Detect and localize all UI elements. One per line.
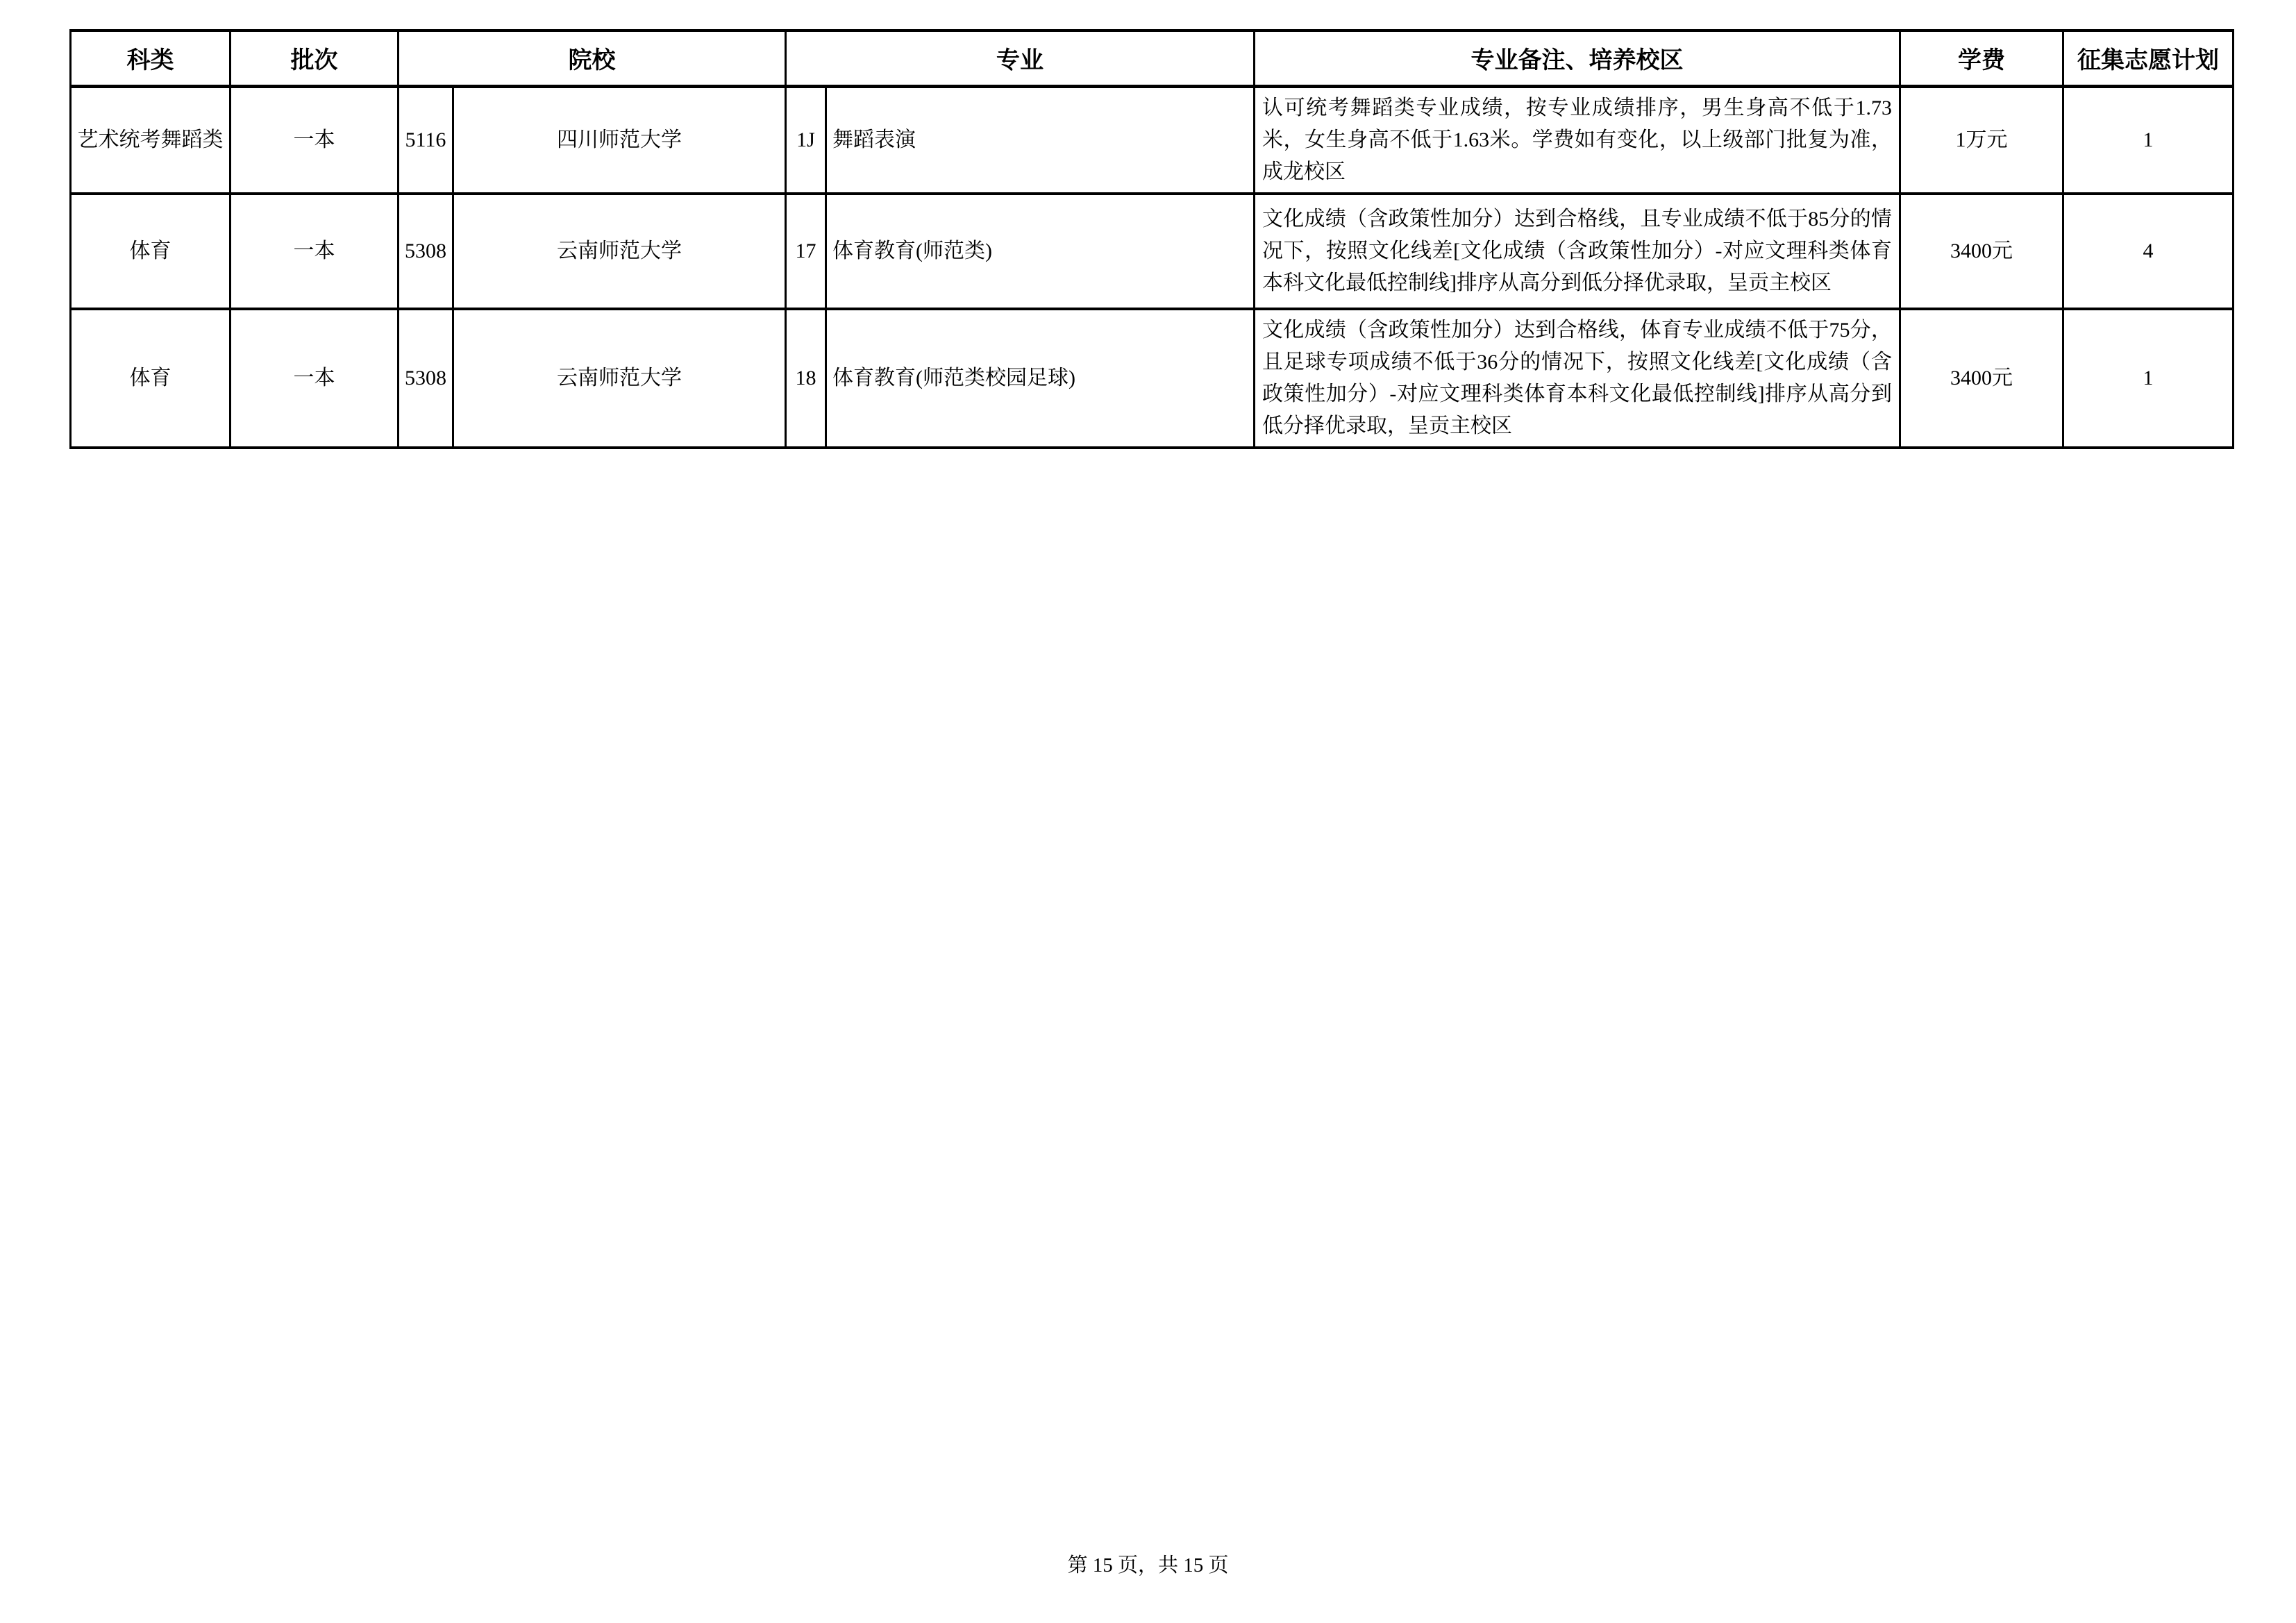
category-cell: 艺术统考舞蹈类	[71, 86, 231, 194]
table-row	[71, 194, 2234, 309]
college-code-cell: 5308	[399, 309, 453, 448]
col-header-tuition: 学费	[1900, 31, 2063, 86]
col-header-batch: 批次	[231, 31, 399, 86]
major-code-cell: 18	[786, 309, 826, 448]
page-indicator: 第 15 页，共 15 页	[1067, 1554, 1229, 1576]
college-name-cell: 云南师范大学	[453, 194, 786, 309]
batch-cell: 一本	[231, 194, 399, 309]
plan-count-cell: 4	[2063, 194, 2234, 309]
major-code-cell: 17	[786, 194, 826, 309]
college-name-cell: 四川师范大学	[453, 86, 786, 194]
notes-cell: 文化成绩（含政策性加分）达到合格线，且专业成绩不低于85分的情况下，按照文化线差[文化成绩（含政策性加分）-对应文理科类体育本科文化最低控制线]排序从高分到低分择优录取，呈贡主校区	[1255, 194, 1900, 309]
plan-count-cell: 1	[2063, 309, 2234, 448]
col-header-notes: 专业备注、培养校区	[1255, 31, 1900, 86]
college-name-cell: 云南师范大学	[453, 309, 786, 448]
admission-plan-table	[69, 29, 2234, 449]
page-footer	[0, 1549, 2296, 1578]
major-name-cell: 体育教育(师范类)	[826, 194, 1255, 309]
col-header-plan: 征集志愿计划	[2063, 31, 2234, 86]
major-code-cell: 1J	[786, 86, 826, 194]
batch-cell: 一本	[231, 86, 399, 194]
table-row	[71, 86, 2234, 194]
college-code-cell: 5308	[399, 194, 453, 309]
college-code-cell: 5116	[399, 86, 453, 194]
notes-cell: 文化成绩（含政策性加分）达到合格线，体育专业成绩不低于75分，且足球专项成绩不低于36分的情况下，按照文化线差[文化成绩（含政策性加分）-对应文理科类体育本科文化最低控制线]排序从高分到低分择优录取，呈贡主校区	[1255, 309, 1900, 448]
plan-count-cell: 1	[2063, 86, 2234, 194]
tuition-cell: 3400元	[1900, 194, 2063, 309]
table-row	[71, 309, 2234, 448]
major-name-cell: 体育教育(师范类校园足球)	[826, 309, 1255, 448]
col-header-category: 科类	[71, 31, 231, 86]
table-header-row	[71, 31, 2234, 86]
tuition-cell: 1万元	[1900, 86, 2063, 194]
col-header-major: 专业	[786, 31, 1255, 86]
batch-cell: 一本	[231, 309, 399, 448]
category-cell: 体育	[71, 194, 231, 309]
tuition-cell: 3400元	[1900, 309, 2063, 448]
col-header-college: 院校	[399, 31, 786, 86]
notes-cell: 认可统考舞蹈类专业成绩，按专业成绩排序，男生身高不低于1.73米，女生身高不低于1.63米。学费如有变化，以上级部门批复为准，成龙校区	[1255, 86, 1900, 194]
category-cell: 体育	[71, 309, 231, 448]
major-name-cell: 舞蹈表演	[826, 86, 1255, 194]
